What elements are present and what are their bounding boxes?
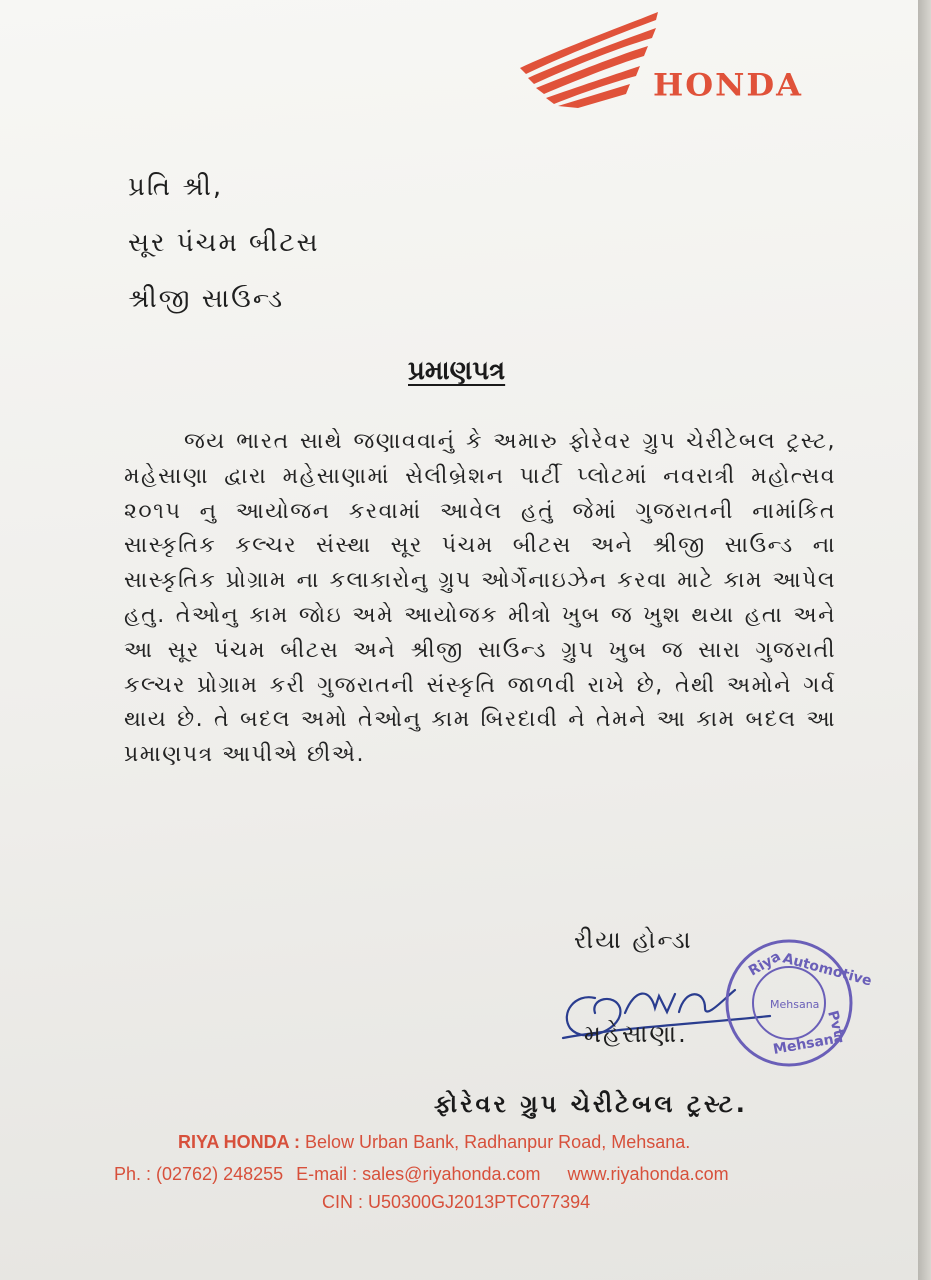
svg-text:Mehsana: Mehsana — [771, 1029, 845, 1058]
svg-text:Pvt: Pvt — [824, 1008, 847, 1039]
recipient-salutation: પ્રતિ શ્રી, — [128, 172, 224, 202]
company-stamp — [722, 936, 874, 1070]
footer-company: RIYA HONDA : — [178, 1132, 301, 1152]
svg-text:Riya: Riya — [746, 948, 784, 980]
certificate-title: પ્રમાણપત્ર — [408, 356, 506, 386]
footer-address: Below Urban Bank, Radhanpur Road, Mehsana. — [305, 1132, 691, 1152]
footer-phone: Ph. : (02762) 248255 — [114, 1164, 284, 1184]
footer-cin: CIN : U50300GJ2013PTC077394 — [322, 1192, 591, 1212]
honda-wordmark: HONDA — [653, 66, 803, 104]
signatory-place: મહેસાણા. — [584, 1020, 688, 1048]
recipient-name-1: સૂર પંચમ બીટસ — [128, 228, 320, 258]
footer-address-line — [178, 1132, 690, 1153]
svg-text:Automotive: Automotive — [780, 950, 874, 990]
paper-edge — [918, 0, 931, 1280]
footer-contact-line — [114, 1164, 729, 1185]
footer-email: E-mail : sales@riyahonda.com — [296, 1164, 541, 1184]
svg-text:Mehsana: Mehsana — [770, 998, 820, 1011]
recipient-name-2: શ્રીજી સાઉન્ડ — [128, 284, 285, 314]
footer-website: www.riyahonda.com — [567, 1164, 729, 1184]
certificate-body: જય ભારત સાથે જણાવવાનું કે અમારુ ફોરેવર ગ્રુપ ચેરીટેબલ ટ્રસ્ટ, મહેસાણા દ્વારા મહેસાણામાં સેલીબ્રેશન પાર્ટી પ્લોટમાં નવરાત્રી મહોત્સવ ૨૦૧૫ નુ આયોજન કરવામાં આવેલ હતું જેમાં ગુજરાતની નામાંકિત સાસ્કૃતિક કલ્ચર સંસ્થા સૂર પંચમ બીટસ અને શ્રીજી સાઉન્ડ ના સાસ્કૃતિક પ્રોગ્રામ ના કલાકારોનુ ગ્રુપ ઓર્ગેનાઇઝેન કરવા માટે કામ આપેલ હતુ. તેઓનુ કામ જોઇ અમે આયોજક મીત્રો ખુબ જ ખુશ થયા હતા અને આ સૂર પંચમ બીટસ અને શ્રીજી સાઉન્ડ ગ્રુપ ખુબ જ સારા ગુજરાતી કલ્ચર પ્રોગ્રામ કરી ગુજરાતની સંસ્કૃતિ જાળવી રાખે છે, તેથી અમોને ગર્વ થાય છે. તે બદલ અમો તેઓનુ કામ બિરદાવી ને તેમને આ કામ બદલ આ પ્રમાણપત્ર આપીએ છીએ. — [124, 429, 836, 768]
signatory-name: રીયા હોન્ડા — [574, 926, 693, 954]
trust-name: ફોરેવર ગ્રુપ ચેરીટેબલ ટ્રસ્ટ. — [434, 1090, 748, 1118]
